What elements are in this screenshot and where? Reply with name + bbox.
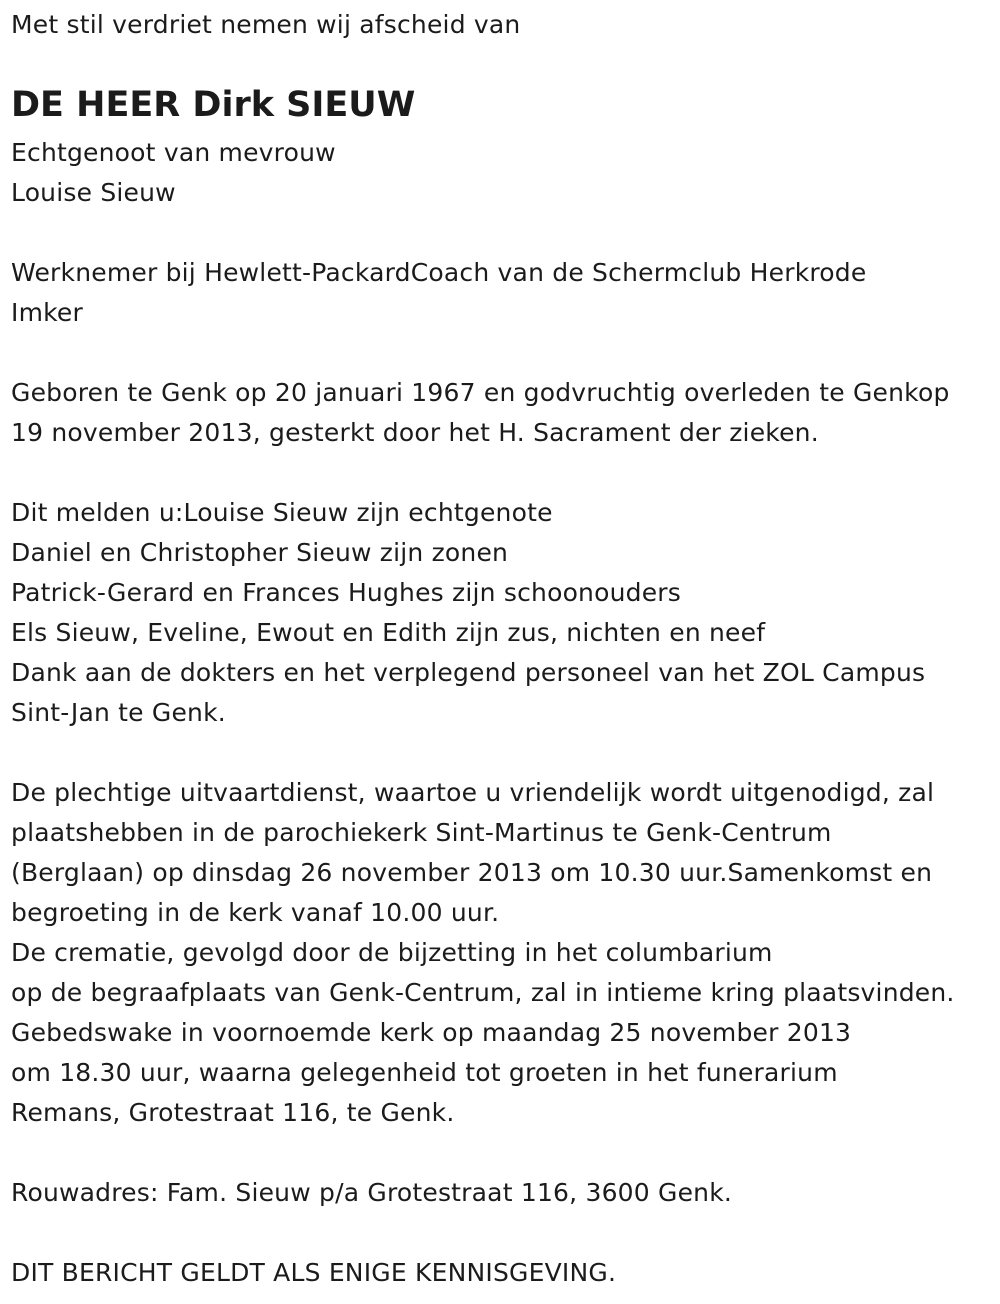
occupation-section (11, 253, 1000, 333)
mourning-address: Rouwadres: Fam. Sieuw p/a Grotestraat 116, 3600 Genk. (11, 1178, 733, 1207)
family-line: Dit melden u:Louise Sieuw zijn echtgenote (11, 498, 553, 527)
spouse-line: Echtgenoot van mevrouw (11, 138, 336, 167)
family-line: Sint-Jan te Genk. (11, 698, 226, 727)
service-line: De plechtige uitvaartdienst, waartoe u vriendelijk wordt uitgenodigd, zal (11, 778, 935, 807)
family-line: Daniel en Christopher Sieuw zijn zonen (11, 538, 509, 567)
deceased-name: DE HEER Dirk SIEUW (11, 85, 416, 125)
family-line: Els Sieuw, Eveline, Ewout en Edith zijn zus, nichten en neef (11, 618, 766, 647)
birth-death-section (11, 373, 1000, 453)
family-line: Dank aan de dokters en het verplegend personeel van het ZOL Campus (11, 658, 926, 687)
service-section (11, 773, 1000, 1133)
service-line: om 18.30 uur, waarna gelegenheid tot groeten in het funerarium (11, 1058, 838, 1087)
spouse-section (11, 133, 1000, 213)
family-section (11, 493, 1000, 733)
intro-text: Met stil verdriet nemen wij afscheid van (11, 10, 521, 39)
service-line: De crematie, gevolgd door de bijzetting in het columbarium (11, 938, 773, 967)
spouse-line: Louise Sieuw (11, 178, 176, 207)
birth-death-line: 19 november 2013, gesterkt door het H. Sacrament der zieken. (11, 418, 819, 447)
service-line: op de begraafplaats van Genk-Centrum, zal in intieme kring plaatsvinden. (11, 978, 955, 1007)
family-line: Patrick-Gerard en Frances Hughes zijn schoonouders (11, 578, 681, 607)
occupation-line: Imker (11, 298, 83, 327)
birth-death-line: Geboren te Genk op 20 januari 1967 en godvruchtig overleden te Genkop (11, 378, 950, 407)
service-line: plaatshebben in de parochiekerk Sint-Martinus te Genk-Centrum (11, 818, 832, 847)
occupation-line: Werknemer bij Hewlett-PackardCoach van de Schermclub Herkrode (11, 258, 867, 287)
notice-text: DIT BERICHT GELDT ALS ENIGE KENNISGEVING. (11, 1258, 617, 1287)
service-line: begroeting in de kerk vanaf 10.00 uur. (11, 898, 500, 927)
service-line: Remans, Grotestraat 116, te Genk. (11, 1098, 455, 1127)
service-line: Gebedswake in voornoemde kerk op maandag 25 november 2013 (11, 1018, 852, 1047)
service-line: (Berglaan) op dinsdag 26 november 2013 om 10.30 uur.Samenkomst en (11, 858, 933, 887)
